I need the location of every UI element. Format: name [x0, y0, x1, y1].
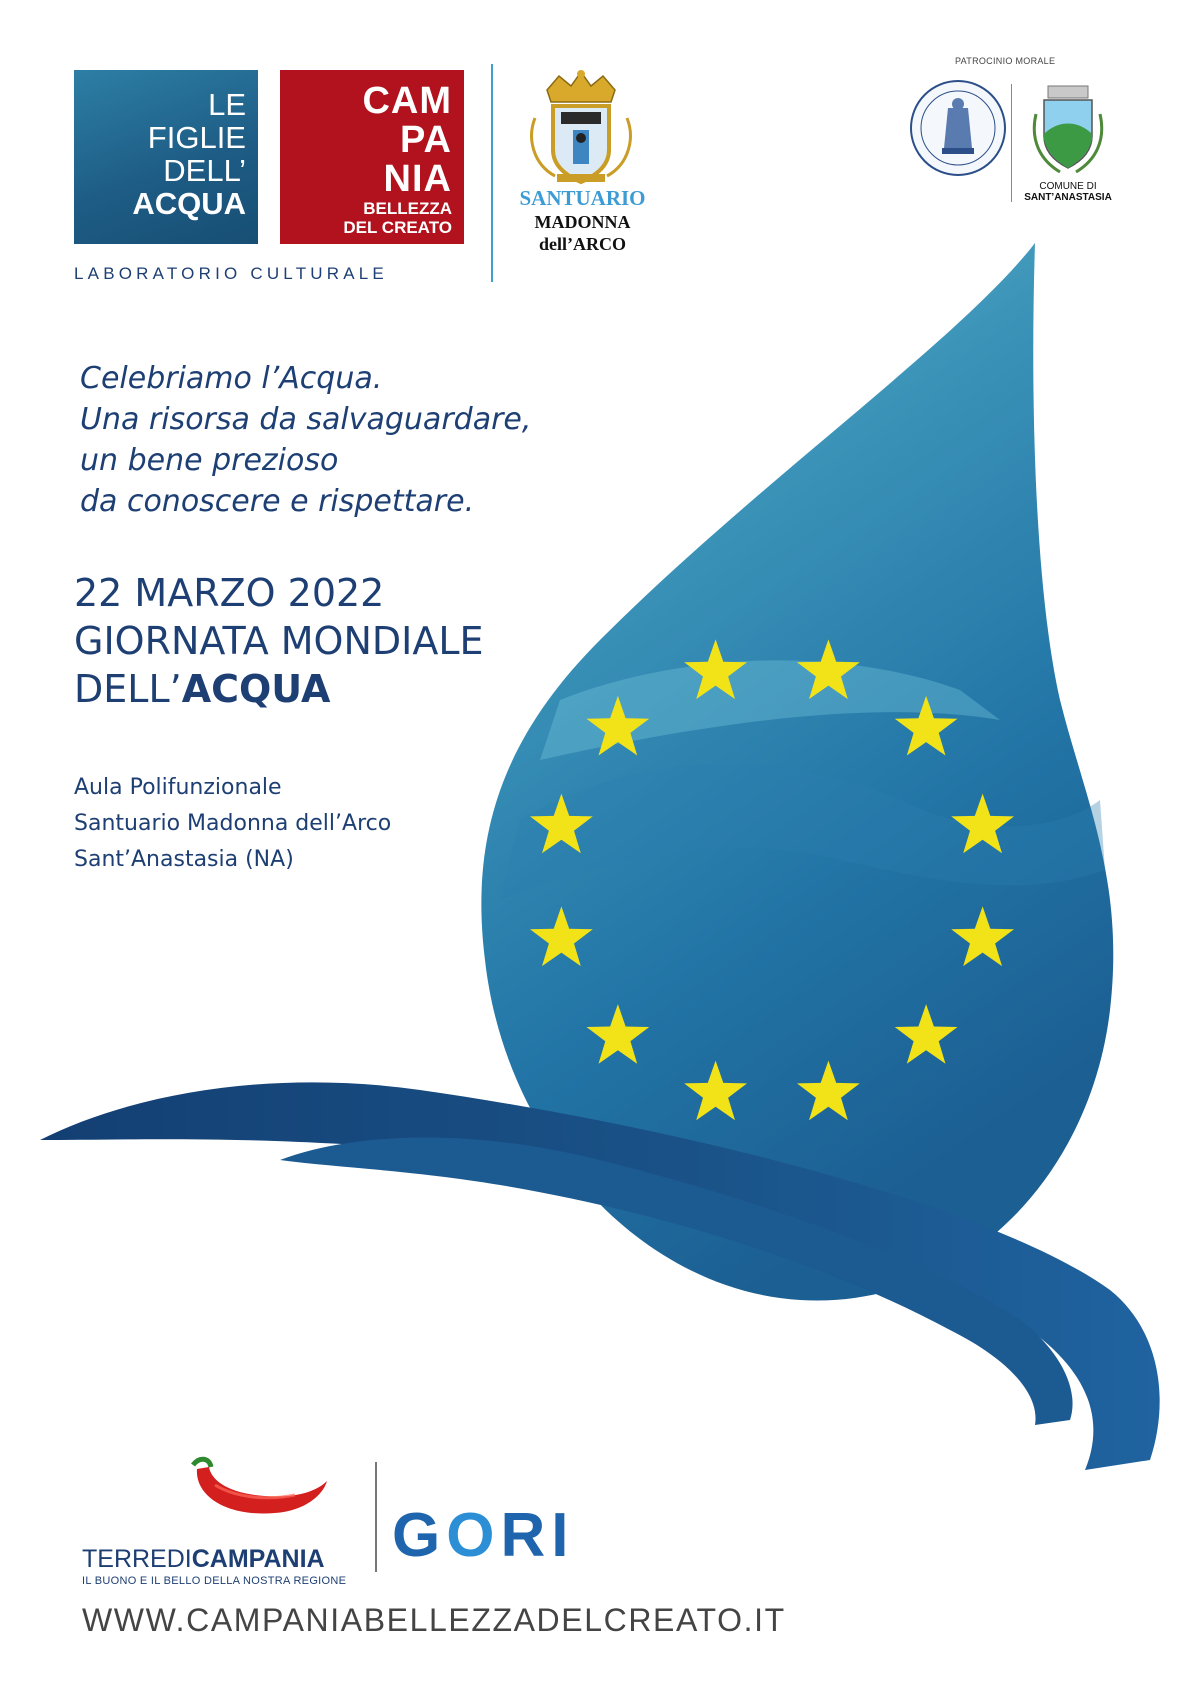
event-title-line2 [74, 665, 484, 713]
intro-text [80, 358, 531, 522]
gori-letter: O [446, 1501, 501, 1570]
comune-line2: SANT’ANASTASIA [1024, 192, 1112, 203]
le-figlie-dell-acqua-logo [74, 70, 258, 244]
tile-blue-line4: ACQUA [132, 186, 246, 221]
tile-red-line5: DEL CREATO [343, 218, 452, 237]
santuario-line2: MADONNA [534, 212, 631, 232]
event-title-bold: ACQUA [181, 667, 331, 711]
terre-tagline: IL BUONO E IL BELLO DELLA NOSTRA REGIONE [82, 1575, 347, 1587]
chili-pepper-icon [185, 1455, 330, 1525]
intro-line3: un bene prezioso [80, 443, 339, 478]
gori-logo [392, 1500, 574, 1571]
intro-line2: Una risorsa da salvaguardare, [80, 402, 532, 437]
santuario-crest-icon [525, 68, 637, 186]
tile-blue-line1: LE [208, 87, 246, 122]
tile-red-line4: BELLEZZA [363, 199, 452, 218]
intro-line1: Celebriamo l’Acqua. [80, 361, 383, 396]
tile-red-line1: CAM [362, 80, 452, 122]
event-date: 22 MARZO 2022 [74, 571, 385, 615]
tile-blue-line3: DELL’ [163, 153, 246, 188]
event-title-prefix: DELL’ [74, 667, 182, 711]
campania-bellezza-logo [280, 70, 464, 244]
gori-letter: I [551, 1501, 575, 1570]
gori-letter: G [392, 1501, 447, 1570]
intro-line4: da conoscere e rispettare. [80, 484, 475, 519]
website-url: WWW.CAMPANIABELLEZZADELCREATO.IT [82, 1602, 786, 1638]
terre-di-campania-logo [82, 1545, 346, 1587]
university-seal-icon [908, 78, 1008, 178]
venue-line2: Santuario Madonna dell’Arco [74, 811, 392, 836]
header-divider [491, 64, 493, 282]
terre-part1: TERREDI [82, 1545, 192, 1573]
venue-info [74, 770, 391, 878]
comune-crest-icon [1030, 84, 1106, 176]
santuario-logo-text [505, 186, 660, 255]
comune-line1: COMUNE DI [1039, 181, 1097, 192]
venue-line1: Aula Polifunzionale [74, 775, 282, 800]
tile-red-line3: NIA [383, 158, 452, 200]
santuario-line1: SANTUARIO [519, 186, 646, 210]
gori-letter: R [500, 1501, 552, 1570]
santuario-line3: dell’ARCO [539, 234, 626, 254]
tile-blue-line2: FIGLIE [147, 120, 246, 155]
comune-logo-text [1018, 181, 1118, 203]
venue-line3: Sant’Anastasia (NA) [74, 847, 294, 872]
patrocinio-divider [1011, 84, 1012, 202]
footer-divider [375, 1462, 377, 1572]
laboratorio-culturale: LABORATORIO CULTURALE [74, 264, 388, 283]
tile-red-line2: PA [400, 119, 452, 161]
event-title [74, 569, 484, 713]
patrocinio-morale-label: PATROCINIO MORALE [955, 56, 1056, 66]
event-title-line1: GIORNATA MONDIALE [74, 619, 484, 663]
terre-part2: CAMPANIA [191, 1545, 325, 1573]
